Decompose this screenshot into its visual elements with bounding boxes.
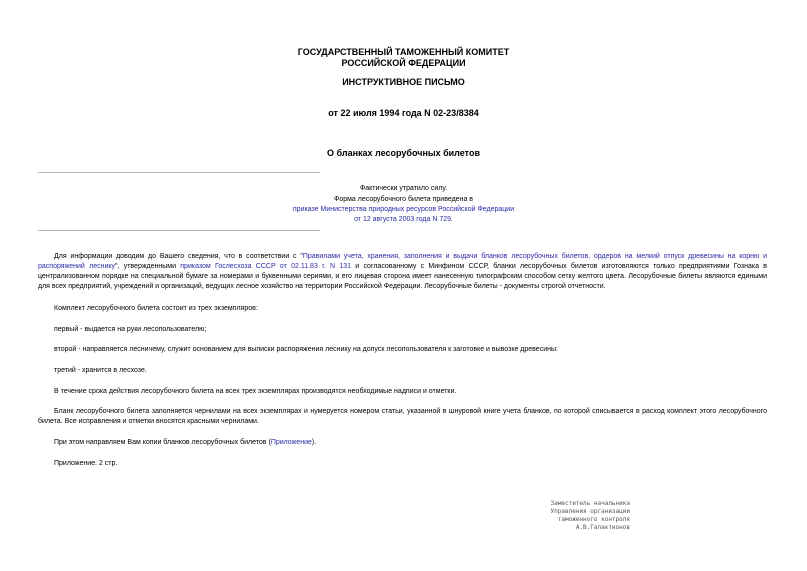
paragraph-7: Бланк лесорубочного билета заполняется чернилами на всех экземплярах и нумеруется номером статьи, указанной в шнуровой книге учета бланков, по которой списывается в расход комплект этого лесорубочного билета. Все исправления и отметки вносятся красными чернилами. [38, 408, 767, 425]
status-note-line1: Фактически утратило силу. [359, 185, 448, 192]
paragraph-6: В течение срока действия лесорубочного билета на всех трех экземплярах производятся необходимые надписи и отметки. [54, 388, 457, 395]
paragraph-8-text-a: При этом направляем Вам копии бланков лесорубочных билетов ( [54, 439, 271, 446]
document-title: О бланках лесорубочных билетов [327, 148, 480, 158]
status-note-link[interactable] [0, 205, 807, 215]
paragraph-2: Комплект лесорубочного билета состоит из трех экземпляров: [54, 305, 258, 312]
signature-line4: А.В.Галактионов [575, 524, 630, 531]
appendix-link[interactable]: Приложение [270, 439, 312, 446]
document-date-number: от 22 июля 1994 года N 02-23/8384 [328, 108, 479, 118]
rules-link[interactable]: Правилами учета, хранения, заполнения и выдачи бланков лесорубочных билетов, ордеров на мелкий отпуск древесины на корню и распоряжений леснику [38, 253, 767, 270]
signature-line2: Управления организации [550, 508, 630, 515]
status-note-link-line1[interactable]: приказе Министерства природных ресурсов Российской Федерации [292, 206, 515, 213]
paragraph-1-text-a: Для информации доводим до Вашего сведения, что в соответствии с " [54, 253, 303, 260]
org-name-line2: РОССИЙСКОЙ ФЕДЕРАЦИИ [341, 58, 466, 68]
signature-line3: таможенного контроля [557, 516, 630, 523]
paragraph-1-text-c: и согласованному с Минфином СССР, бланки лесорубочных билетов изготовляются только предприятиями Гознака в централизованном порядке на специальной бумаге за номерами и буквенными сериями, и его лицевая сторона имеет нанесенную типографским способом сетку желтого цвета. Лесорубочные билеты являются едиными для всех предприятий, учреждений и организаций, ведущих лесное хозяйство на территории Российской Федерации. Лесорубочные билеты - документы строгой отчетности. [38, 263, 767, 290]
status-note-link-2[interactable] [0, 215, 807, 225]
paragraph-1-text-b: ", утвержденными [115, 263, 181, 270]
org-name-line1: ГОСУДАРСТВЕННЫЙ ТАМОЖЕННЫЙ КОМИТЕТ [297, 47, 510, 57]
paragraph-3: первый - выдается на руки лесопользователю; [54, 326, 207, 333]
paragraph-4: второй - направляется лесничему, служит основанием для выписки распоряжения леснику на допуск лесопользователя к заготовке и вывозке древесины: [54, 346, 558, 353]
signature-line1: Заместитель начальника [550, 500, 630, 507]
divider-top [38, 172, 320, 173]
status-note-line2: Форма лесорубочного билета приведена в [334, 196, 473, 203]
document-type: ИНСТРУКТИВНОЕ ПИСЬМО [342, 77, 465, 87]
paragraph-8 [54, 438, 767, 448]
paragraph-9: Приложение: 2 стр. [54, 460, 118, 467]
paragraph-8-text-b: ). [311, 439, 317, 446]
divider-bottom [38, 230, 320, 231]
order-link[interactable]: приказом Гослесхоза СССР от 02.11.83 г. N 131 [180, 263, 352, 270]
paragraph-1 [38, 252, 767, 292]
paragraph-5: третий - хранится в лесхозе. [54, 367, 147, 374]
status-note-link-line2[interactable]: от 12 августа 2003 года N 729. [354, 216, 453, 223]
